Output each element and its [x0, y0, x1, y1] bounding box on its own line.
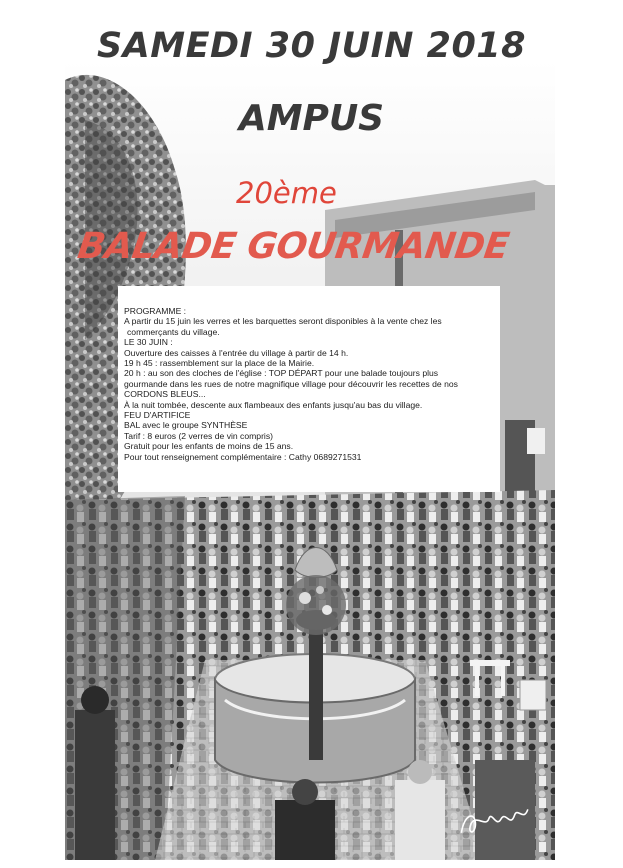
programme-heading: PROGRAMME : — [124, 306, 187, 316]
programme-box — [118, 286, 500, 492]
programme-line: FEU D'ARTIFICE — [124, 410, 191, 421]
programme-line: BAL avec le groupe SYNTHÈSE — [124, 420, 248, 431]
edition-label: 20ème — [236, 176, 337, 210]
programme-line: 20 h : au son des cloches de l'église : TOP DÉPART pour une balade toujours plus — [124, 368, 439, 379]
programme-line: 19 h 45 : rassemblement sur la place de la Mairie. — [124, 358, 315, 369]
programme-line: Gratuit pour les enfants de moins de 15 ans. — [124, 441, 294, 452]
programme-line: commerçants du village. — [127, 326, 220, 337]
programme-line: Pour tout renseignement complémentaire : Cathy 0689271531 — [124, 451, 362, 462]
programme-line: Ouverture des caisses à l'entrée du village à partir de 14 h. — [124, 347, 349, 358]
event-date-title: SAMEDI 30 JUIN 2018 — [96, 26, 527, 66]
event-name-title: BALADE GOURMANDE — [75, 226, 512, 267]
programme-line: gourmande dans les rues de notre magnifique village pour découvrir les recettes de nos — [124, 378, 458, 389]
programme-line: Tarif : 8 euros (2 verres de vin compris) — [124, 430, 274, 441]
programme-line: CORDONS BLEUS... — [124, 389, 206, 400]
event-place-title: AMPUS — [238, 98, 385, 139]
programme-line: A partir du 15 juin les verres et les barquettes seront disponibles à la vente chez les — [124, 316, 442, 327]
programme-line: À la nuit tombée, descente aux flambeaux des enfants jusqu'au bas du village. — [124, 399, 423, 410]
programme-line: LE 30 JUIN : — [124, 337, 173, 348]
